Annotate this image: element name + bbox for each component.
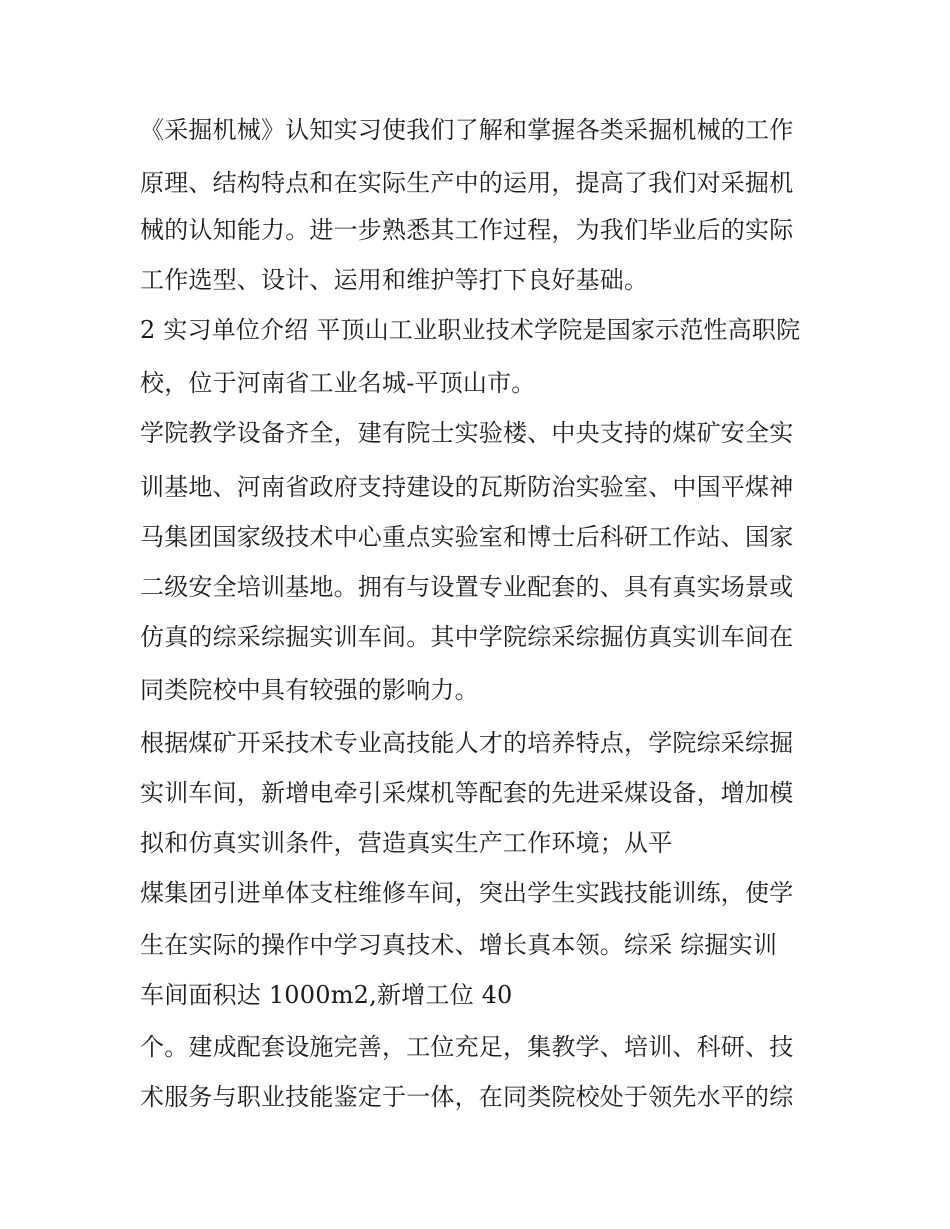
text-line: 原理、结构特点和在实际生产中的运用，提高了我们对采掘机: [140, 169, 794, 197]
text-line: 工作选型、设计、运用和维护等打下良好基础。: [140, 266, 649, 294]
text-line: 术服务与职业技能鉴定于一体，在同类院校处于领先水平的综: [140, 1083, 794, 1111]
text-line: 马集团国家级技术中心重点实验室和博士后科研工作站、国家: [140, 523, 794, 551]
text-line: 拟和仿真实训条件，营造真实生产工作环境；从平: [140, 829, 673, 857]
text-line: 学院教学设备齐全，建有院士实验楼、中央支持的煤矿安全实: [140, 419, 794, 447]
text-line: 车间面积达 1000m2,新增工位 40: [140, 981, 513, 1009]
text-line: 生在实际的操作中学习真技术、增长真本领。综采 综掘实训: [140, 931, 778, 959]
text-line: 2 实习单位介绍 平顶山工业职业技术学院是国家示范性高职院: [140, 316, 801, 344]
text-line: 《采掘机械》认知实习使我们了解和掌握各类采掘机械的工作: [140, 116, 794, 144]
text-line: 二级安全培训基地。拥有与设置专业配套的、具有真实场景或: [140, 573, 794, 601]
text-line: 煤集团引进单体支柱维修车间，突出学生实践技能训练，使学: [140, 879, 794, 907]
text-line: 仿真的综采综掘实训车间。其中学院综采综掘仿真实训车间在: [140, 623, 794, 651]
text-line: 同类院校中具有较强的影响力。: [140, 676, 479, 704]
text-line: 实训车间，新增电牵引采煤机等配套的先进采煤设备，增加模: [140, 779, 794, 807]
text-line: 训基地、河南省政府支持建设的瓦斯防治实验室、中国平煤神: [140, 473, 794, 501]
text-line: 校，位于河南省工业名城-平顶山市。: [140, 369, 536, 397]
text-line: 个。建成配套设施完善，工位充足，集教学、培训、科研、技: [140, 1033, 794, 1061]
text-line: 械的认知能力。进一步熟悉其工作过程，为我们毕业后的实际: [140, 216, 794, 244]
text-line: 根据煤矿开采技术专业高技能人才的培养特点，学院综采综掘: [140, 729, 794, 757]
